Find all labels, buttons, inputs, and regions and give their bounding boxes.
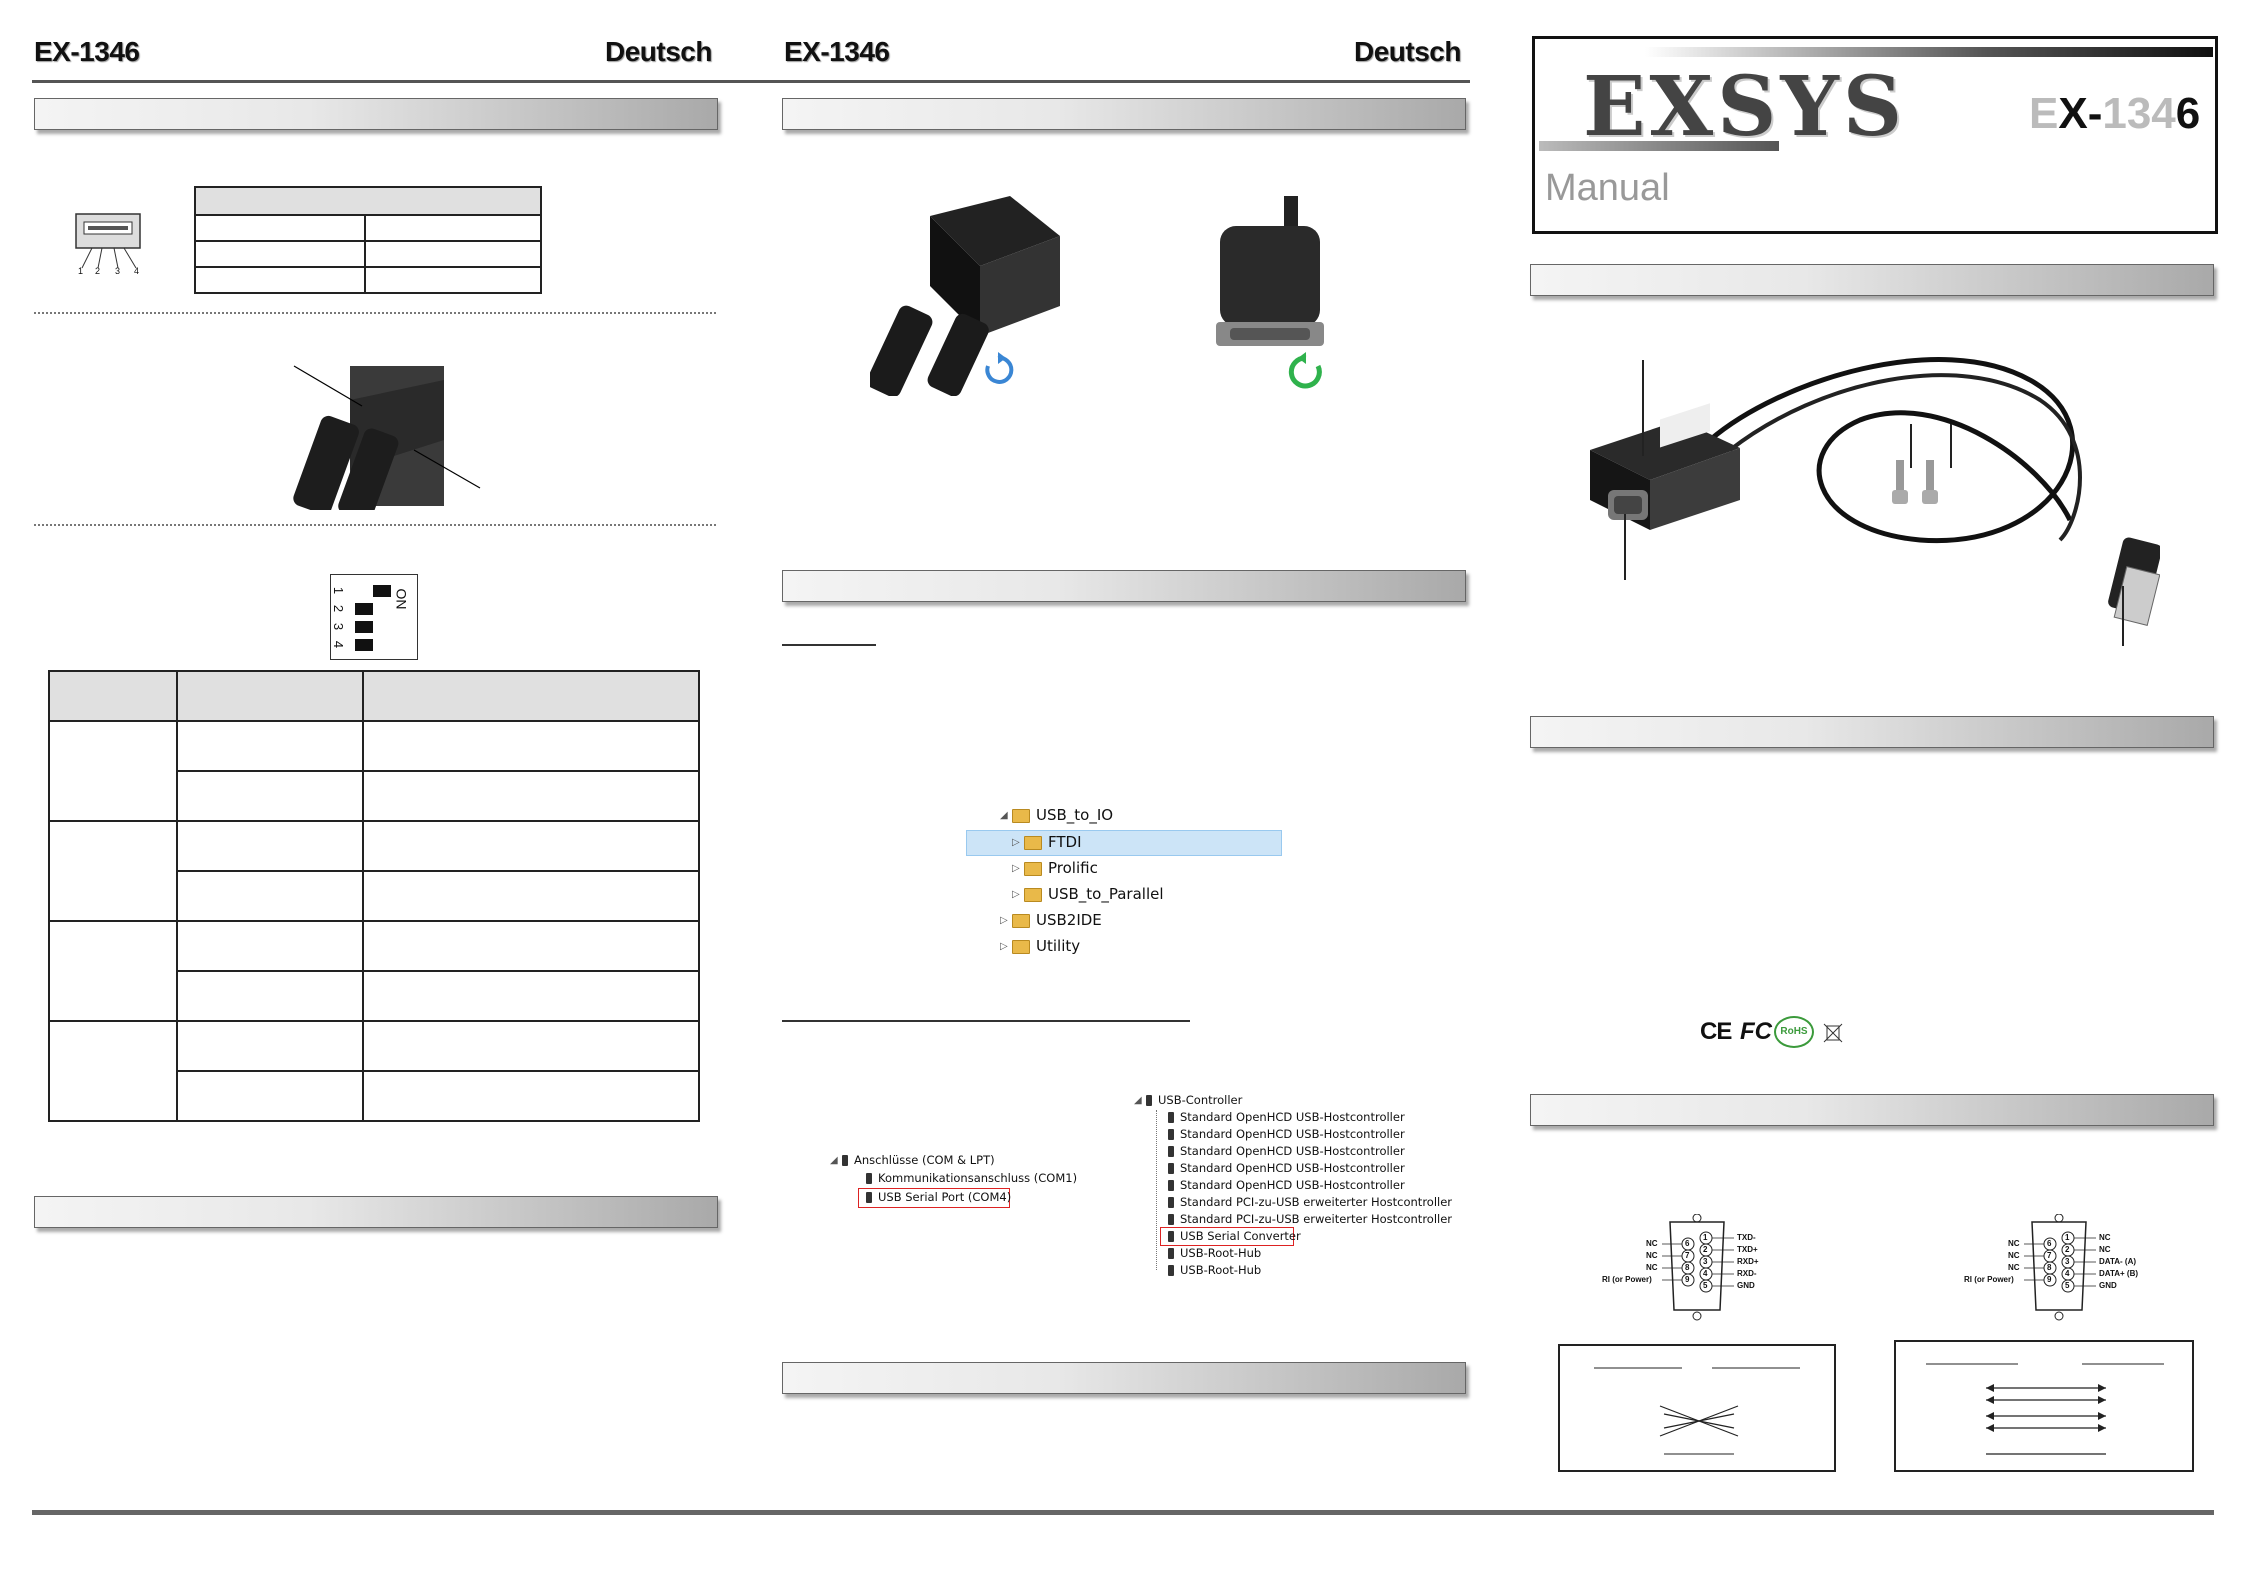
usb-item-label: Standard OpenHCD USB-Hostcontroller (1180, 1178, 1405, 1192)
port-item-com1[interactable] (866, 1170, 1077, 1186)
usb-icon (1168, 1163, 1174, 1174)
tree-item-label: USB2IDE (1036, 911, 1102, 929)
section-bar (1530, 264, 2214, 296)
weee-bin-icon (1822, 1020, 1844, 1044)
pin-label: TXD+ (1737, 1245, 1758, 1254)
pin-number: 8 (1685, 1263, 1690, 1272)
cover-model-last: 6 (2175, 89, 2201, 138)
pin-number: 3 (1703, 1257, 1708, 1266)
dip-number-2: 2 (331, 604, 347, 613)
pin-label: GND (1737, 1281, 1755, 1290)
rohs-label: RoHS (1780, 1026, 1808, 1037)
page-language: Deutsch (1354, 36, 1461, 67)
section-bar (34, 1196, 718, 1228)
pin-label: NC (1646, 1251, 1658, 1260)
tree-item-label: USB_to_Parallel (1048, 885, 1164, 903)
brand-logo: EXSYS (1583, 59, 1907, 155)
callout-line (1624, 514, 1626, 580)
pin-label: NC (1646, 1239, 1658, 1248)
underline-rule (782, 644, 876, 646)
rohs-mark-icon (1774, 1016, 1814, 1048)
pin-label: NC (2008, 1239, 2020, 1248)
folder-icon (1024, 888, 1042, 902)
usb-pin-2: 2 (95, 266, 101, 276)
usb-item-label: USB Serial Converter (1180, 1229, 1301, 1243)
cover-model (2029, 89, 2200, 139)
pin-number: 3 (2065, 1257, 2070, 1266)
callout-line (2122, 586, 2124, 646)
dip-number-1: 1 (331, 586, 347, 595)
usb-icon (1168, 1129, 1174, 1140)
usb-icon (1168, 1214, 1174, 1225)
ports-group[interactable]: ◢ Anschlüsse (COM & LPT) (830, 1153, 995, 1167)
section-bar (1530, 1094, 2214, 1126)
page-bottom-rule (32, 1510, 2214, 1515)
usb-item-label: Standard PCI-zu-USB erweiterter Hostcontroller (1180, 1195, 1453, 1209)
connector-closeup-photo (290, 360, 490, 510)
rs422-wiring-box (1558, 1344, 1836, 1472)
pin-label: RI (or Power) (1964, 1275, 2014, 1284)
rs485-db9-pinout (1964, 1214, 2152, 1324)
pin-number: 5 (2065, 1281, 2070, 1290)
pin-label: RXD+ (1737, 1257, 1759, 1266)
usb-item[interactable] (1168, 1126, 1405, 1142)
pin-number: 2 (1703, 1245, 1708, 1254)
usb-pin-1: 1 (78, 266, 84, 276)
fcc-mark-icon: FC (1740, 1018, 1772, 1045)
logo-top-bar (1645, 47, 2213, 57)
usb-controller-group[interactable]: ◢ USB-Controller (1134, 1093, 1243, 1107)
page-model-title: EX-1346 (784, 36, 890, 67)
usb-pin-3: 3 (115, 266, 121, 276)
pin-label: NC (2008, 1263, 2020, 1272)
usb-item[interactable] (1168, 1109, 1405, 1125)
page-model-title: EX-1346 (34, 36, 140, 67)
tree-item-usb-to-parallel[interactable]: ▷ USB_to_Parallel (1012, 885, 1164, 903)
section-bar (782, 570, 1466, 602)
rotate-counterclockwise-icon (980, 352, 1016, 388)
usb-item[interactable] (1168, 1160, 1405, 1176)
page-language: Deutsch (605, 36, 712, 67)
pin-number: 9 (2047, 1275, 2052, 1284)
port-icon (842, 1155, 848, 1166)
usb-item[interactable] (1168, 1143, 1405, 1159)
port-icon (866, 1192, 872, 1203)
tree-item-prolific[interactable]: ▷ Prolific (1012, 859, 1098, 877)
ports-group-label: Anschlüsse (COM & LPT) (854, 1153, 995, 1167)
section-bar (782, 1362, 1466, 1394)
folder-icon (1012, 940, 1030, 954)
callout-line (1642, 360, 1644, 456)
usb-item-label: USB-Root-Hub (1180, 1263, 1262, 1277)
usb-connector-icon (70, 210, 160, 280)
header-rule (32, 80, 720, 83)
callout-line (1950, 424, 1952, 468)
header-rule (720, 80, 1470, 83)
usb-icon (1168, 1248, 1174, 1259)
cover-model-digits: 134 (2102, 89, 2176, 138)
pin-number: 7 (2047, 1251, 2052, 1260)
usb-item-serial-converter[interactable] (1168, 1228, 1301, 1244)
usb-item-label: Standard OpenHCD USB-Hostcontroller (1180, 1161, 1405, 1175)
pin-number: 5 (1703, 1281, 1708, 1290)
manual-cover-box (1532, 36, 2218, 234)
callout-line (1910, 424, 1912, 468)
pin-number: 4 (2065, 1269, 2070, 1278)
usb-item[interactable] (1168, 1262, 1261, 1278)
dip-number-4: 4 (331, 640, 347, 649)
pin-label: DATA+ (B) (2099, 1269, 2139, 1278)
folder-icon (1012, 809, 1030, 823)
adapter-unscrew-photo (870, 196, 1070, 396)
dip-switch-lever-3 (355, 621, 373, 633)
pin-label: RXD- (1737, 1269, 1757, 1278)
tree-item-usb-to-io[interactable]: ◢ USB_to_IO (1000, 806, 1114, 824)
tree-item-utility[interactable]: ▷ Utility (1000, 937, 1081, 955)
cover-model-mid: X- (2058, 89, 2103, 138)
usb-item[interactable] (1168, 1177, 1405, 1193)
tree-item-label: USB_to_IO (1036, 806, 1114, 824)
port-item-label: USB Serial Port (COM4) (878, 1190, 1012, 1204)
cover-model-prefix: E (2029, 89, 2059, 138)
pin-label: TXD- (1737, 1233, 1756, 1242)
pin-number: 8 (2047, 1263, 2052, 1272)
tree-item-label: FTDI (1048, 833, 1082, 851)
usb-icon (1168, 1112, 1174, 1123)
rotate-clockwise-icon (1288, 352, 1328, 392)
usb-icon (1168, 1265, 1174, 1276)
section-bar (1530, 716, 2214, 748)
usb-item[interactable] (1168, 1194, 1452, 1210)
pin-label: NC (2099, 1245, 2111, 1254)
pin-label: GND (2099, 1281, 2117, 1290)
usb-icon (1146, 1095, 1152, 1106)
folder-icon (1024, 862, 1042, 876)
ce-mark-icon: CE (1700, 1018, 1732, 1045)
section-bar (782, 98, 1466, 130)
pin-number: 1 (2065, 1233, 2070, 1242)
usb-item[interactable] (1168, 1211, 1452, 1227)
port-item-label: Kommunikationsanschluss (COM1) (878, 1171, 1078, 1185)
pin-label: NC (2008, 1251, 2020, 1260)
usb-icon (1168, 1146, 1174, 1157)
pin-number: 4 (1703, 1269, 1708, 1278)
dip-on-label: ON (393, 588, 410, 610)
tree-connector-line (1156, 1110, 1157, 1270)
dip-switch-lever-1 (373, 585, 391, 597)
pin-label: NC (2099, 1233, 2111, 1242)
usb-icon (1168, 1231, 1174, 1242)
port-item-com4[interactable] (866, 1189, 1011, 1205)
usb-item[interactable] (1168, 1245, 1261, 1261)
dip-switch-lever-4 (355, 639, 373, 651)
product-cable-photo (1560, 340, 2160, 650)
usb-pin-table (194, 186, 542, 294)
pin-number: 1 (1703, 1233, 1708, 1242)
usb-group-label: USB-Controller (1158, 1093, 1243, 1107)
usb-item-label: Standard OpenHCD USB-Hostcontroller (1180, 1110, 1405, 1124)
pin-number: 7 (1685, 1251, 1690, 1260)
port-icon (866, 1173, 872, 1184)
dip-switch-icon (330, 574, 418, 660)
pin-number: 9 (1685, 1275, 1690, 1284)
dip-number-3: 3 (331, 622, 347, 631)
rs422-db9-pinout (1602, 1214, 1790, 1324)
dip-switch-lever-2 (355, 603, 373, 615)
pin-number: 6 (2047, 1239, 2052, 1248)
tree-item-label: Utility (1036, 937, 1081, 955)
dotted-divider (34, 312, 716, 314)
pin-number: 6 (1685, 1239, 1690, 1248)
tree-item-ftdi[interactable]: ▷ FTDI (1012, 833, 1082, 851)
usb-item-label: USB-Root-Hub (1180, 1246, 1262, 1260)
tree-item-usb2ide[interactable]: ▷ USB2IDE (1000, 911, 1102, 929)
folder-icon (1012, 914, 1030, 928)
usb-item-label: Standard OpenHCD USB-Hostcontroller (1180, 1144, 1405, 1158)
pin-number: 2 (2065, 1245, 2070, 1254)
pin-label: RI (or Power) (1602, 1275, 1652, 1284)
usb-pin-4: 4 (134, 266, 140, 276)
manual-label: Manual (1545, 167, 1670, 209)
usb-item-label: Standard PCI-zu-USB erweiterter Hostcontroller (1180, 1212, 1453, 1226)
tree-item-label: Prolific (1048, 859, 1098, 877)
usb-item-label: Standard OpenHCD USB-Hostcontroller (1180, 1127, 1405, 1141)
pin-label: DATA- (A) (2099, 1257, 2137, 1266)
usb-icon (1168, 1197, 1174, 1208)
underline-rule (782, 1020, 1190, 1022)
section-bar (34, 98, 718, 130)
folder-icon (1024, 836, 1042, 850)
rs485-wiring-box (1894, 1340, 2194, 1472)
pin-label: NC (1646, 1263, 1658, 1272)
dotted-divider (34, 524, 716, 526)
usb-icon (1168, 1180, 1174, 1191)
adapter-db9-photo (1200, 196, 1340, 356)
dip-settings-table (48, 670, 700, 1122)
